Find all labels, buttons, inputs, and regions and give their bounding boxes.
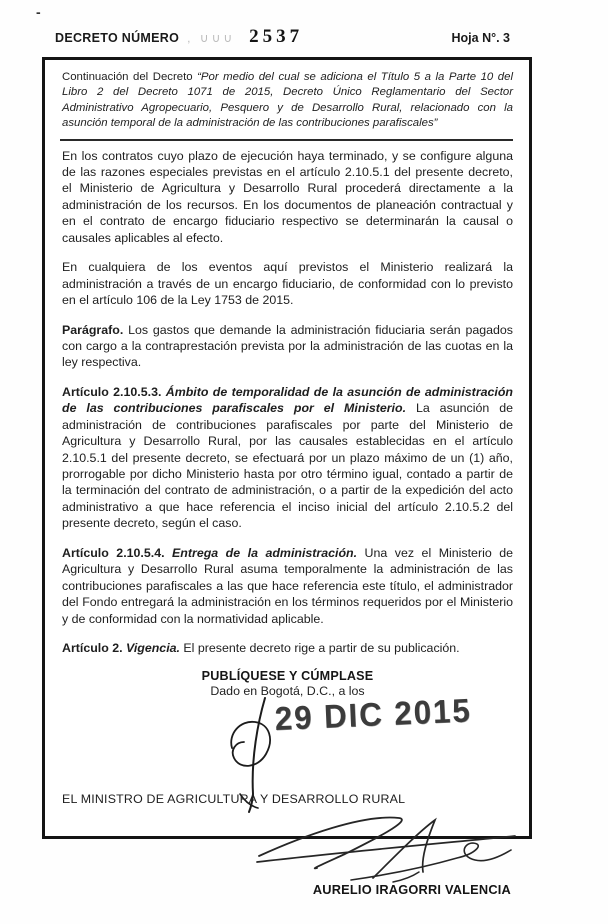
date-stamp: 29 DIC 2015 [274, 691, 473, 738]
minister-signature [253, 812, 521, 890]
continuation-prefix: Continuación del Decreto [62, 71, 198, 83]
decree-number-value: 2537 [249, 26, 304, 47]
issued-in-bogota-line: Dado en Bogotá, D.C., a los [210, 684, 365, 699]
articulo-3-text: La asunción de administración de contribuciones parafiscales por parte del Ministerio de Agricultura y Desarrollo Rural, por las causales establecidas en el artículo 2.10.5.1 del presente decreto, se efectuará por un plazo máximo de un (1) año, prorrogable por dicho Ministerio hasta por otro término igual, contado a partir de la terminación del contrato de administración, o a partir de la expedición del acto administrativo a que hace referencia el inciso inicial del artículo 2.10.5.2 del presente decreto, según el caso. [62, 401, 513, 531]
paragraph-events: En cualquiera de los eventos aquí previstos el Ministerio realizará la administración a través de un encargo fiduciario, de conformidad con lo previsto en el artículo 106 de la Ley 1753 de 2015. [62, 260, 513, 308]
minister-name-line: AURELIO IRAGORRI VALENCIA [312, 882, 511, 898]
header-separator-line [60, 139, 513, 141]
vigencia-text: El presente decreto rige a partir de su publicación. [183, 640, 460, 655]
articulo-4-text: Una vez el Ministerio de Agricultura y Desarrollo Rural asuma temporalmente la administración de las contribuciones parafiscales a las que hace referencia este título, el administrador del Fondo entregará la administración en los términos requeridos por el Ministerio y de conformidad con la normatividad aplicable. [62, 545, 513, 626]
paragraph-articulo-2-10-5-4 [62, 545, 513, 627]
scan-corner-mark: - [36, 4, 41, 20]
paragraph-articulo-2-10-5-3 [62, 384, 513, 532]
vigencia-label: Artículo 2. [62, 640, 127, 655]
publish-order-line: PUBLÍQUESE Y CÚMPLASE [201, 669, 374, 684]
paragraph-contracts: En los contratos cuyo plazo de ejecución haya terminado, y se configure alguna de las razones especiales previstas en el artículo 2.10.5.1 del presente decreto, el Ministerio de Agricultura y Desarrollo Rural procederá directamente a la administración de los recursos. En los documentos de planeación contractual y en el contrato de encargo fiduciario respectivo se determinarán la causal o causales aplicables al efecto. [62, 148, 513, 245]
continuation-quote: “Por medio del cual se adiciona el Título 5 a la Parte 10 del Libro 2 del Decreto 1071 de 2015, Decreto Único Reglamentario del Sector Administrativo Agropecuario, Pesquero y de Desarrollo Rural, relacionado con la asunción temporal de la administración de las contribuciones parafiscales” [62, 71, 513, 130]
paragrafo-label: Parágrafo. [62, 322, 129, 337]
vigencia-title: Vigencia. [126, 640, 184, 655]
articulo-3-title: Ámbito de temporalidad de la asunción de administración de las contribuciones parafiscales por el Ministerio. [62, 384, 513, 416]
paragrafo-text: Los gastos que demande la administración fiduciaria serán pagados con cargo a la contraprestación prevista por la administración de las cuotas en la ley respectiva. [62, 322, 513, 370]
articulo-4-label: Artículo 2.10.5.4. [62, 545, 173, 560]
decree-number-label: DECRETO NÚMERO [55, 31, 180, 45]
decree-content-box [42, 57, 532, 898]
document-header [55, 26, 568, 48]
paragraph-vigencia [62, 640, 513, 656]
minister-title-line: EL MINISTRO DE AGRICULTURA Y DESARROLLO RURAL [62, 792, 406, 807]
sheet-number: Hoja N°. 3 [451, 31, 510, 45]
minister-signature-area [62, 816, 513, 882]
continuation-note [62, 70, 513, 132]
faded-stamp-marks: , ∪∪∪ [187, 31, 236, 45]
paragraph-paragrafo [62, 322, 513, 371]
articulo-3-label: Artículo 2.10.5.3. [62, 384, 166, 399]
articulo-4-title: Entrega de la administración. [172, 545, 365, 560]
